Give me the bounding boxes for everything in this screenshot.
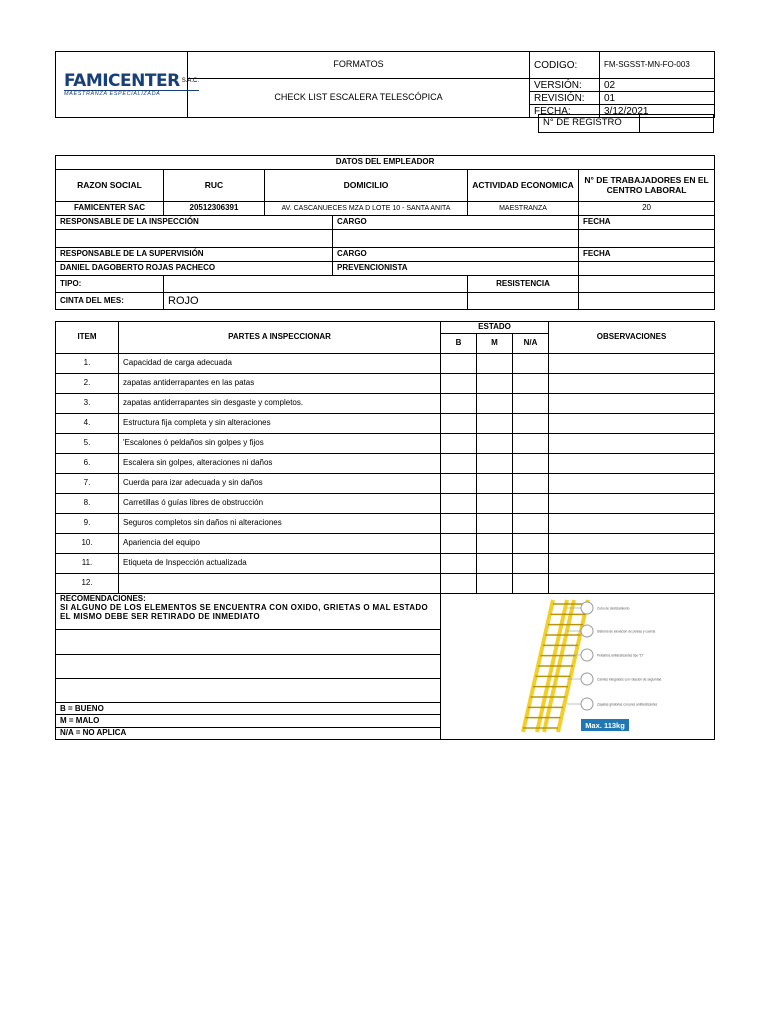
- item-number: 2.: [56, 374, 119, 394]
- estado-na-cell[interactable]: [513, 454, 549, 474]
- col-trabajadores: N° DE TRABAJADORES EN EL CENTRO LABORAL: [579, 170, 715, 202]
- estado-na-cell[interactable]: [513, 434, 549, 454]
- item-description: 'Escalones ó peldaños sin golpes y fijos: [119, 434, 441, 454]
- item-description: Apariencia del equipo: [119, 534, 441, 554]
- resp-inspeccion-field[interactable]: [56, 230, 333, 248]
- callout-label: Peldaños antideslizantes tipo "D": [597, 653, 644, 658]
- checklist-row: [56, 434, 715, 454]
- observaciones-cell[interactable]: [549, 414, 715, 434]
- cinta-extra-1[interactable]: [468, 293, 579, 310]
- employer-table: [55, 155, 715, 310]
- estado-m-cell[interactable]: [477, 554, 513, 574]
- checklist-row: [56, 394, 715, 414]
- header-table: [55, 51, 715, 118]
- logo-sac: S.A.C.: [181, 77, 200, 84]
- item-description: Seguros completos sin daños ni alteraciones: [119, 514, 441, 534]
- checklist-row: [56, 374, 715, 394]
- item-description: Carretillas ó guías libres de obstrucción: [119, 494, 441, 514]
- item-number: 6.: [56, 454, 119, 474]
- observaciones-cell[interactable]: [549, 374, 715, 394]
- ruc-value: 20512306391: [164, 202, 265, 216]
- observaciones-cell[interactable]: [549, 354, 715, 374]
- item-number: 12.: [56, 574, 119, 594]
- estado-na-cell[interactable]: [513, 374, 549, 394]
- estado-na-cell[interactable]: [513, 354, 549, 374]
- col-estado: ESTADO: [441, 322, 549, 334]
- estado-b-cell[interactable]: [441, 514, 477, 534]
- item-number: 7.: [56, 474, 119, 494]
- estado-na-cell[interactable]: [513, 394, 549, 414]
- col-item: ITEM: [56, 322, 119, 354]
- estado-m-cell[interactable]: [477, 514, 513, 534]
- legend-malo: M = MALO: [56, 715, 441, 727]
- rec-line-1[interactable]: [56, 630, 441, 654]
- item-description: Capacidad de carga adecuada: [119, 354, 441, 374]
- fecha-field-1[interactable]: [579, 230, 715, 248]
- registro-field[interactable]: [640, 115, 714, 133]
- callout-label: Cubo de deslizamiento: [597, 606, 630, 611]
- resp-supervision-label: RESPONSABLE DE LA SUPERVISIÓN: [56, 248, 333, 262]
- callout-label: Zapatas giratorias con pies antideslizantes: [597, 702, 658, 707]
- item-number: 1.: [56, 354, 119, 374]
- rec-line-2[interactable]: [56, 654, 441, 678]
- tipo-label: TIPO:: [56, 276, 164, 293]
- estado-b-cell[interactable]: [441, 354, 477, 374]
- checklist-row: [56, 354, 715, 374]
- max-load-label: Max. 113kg: [585, 721, 625, 730]
- item-description: Estructura fija completa y sin alteraciones: [119, 414, 441, 434]
- estado-na-cell[interactable]: [513, 474, 549, 494]
- fecha-label-1: FECHA: [579, 216, 715, 230]
- checklist-row: [56, 534, 715, 554]
- col-razon-social: RAZON SOCIAL: [56, 170, 164, 202]
- checklist-table: [55, 321, 715, 740]
- item-number: 5.: [56, 434, 119, 454]
- col-b: B: [441, 334, 477, 354]
- rec-text-2: EL MISMO DEBE SER RETIRADO DE INMEDIATO: [60, 611, 260, 621]
- estado-m-cell[interactable]: [477, 434, 513, 454]
- checklist-row: [56, 454, 715, 474]
- logo-cell: [56, 52, 200, 118]
- observaciones-cell[interactable]: [549, 474, 715, 494]
- estado-m-cell[interactable]: [477, 414, 513, 434]
- estado-m-cell[interactable]: [477, 534, 513, 554]
- col-actividad: ACTIVIDAD ECONOMICA: [468, 170, 579, 202]
- legend-bueno: B = BUENO: [56, 703, 441, 715]
- checklist-row: [56, 514, 715, 534]
- cargo-field-1[interactable]: [333, 230, 579, 248]
- observaciones-cell[interactable]: [549, 394, 715, 414]
- fecha-label-2: FECHA: [579, 248, 715, 262]
- estado-na-cell[interactable]: [513, 574, 549, 594]
- revision-value: 01: [600, 92, 715, 105]
- ladder-image-cell: [441, 594, 715, 740]
- tipo-field[interactable]: [164, 276, 468, 293]
- domicilio-value: AV. CASCANUECES MZA D LOTE 10 - SANTA ANITA: [265, 202, 468, 216]
- fecha-label: FECHA:: [530, 105, 600, 118]
- col-observaciones: OBSERVACIONES: [549, 322, 715, 354]
- resistencia-label: RESISTENCIA: [468, 276, 579, 293]
- version-label: VERSIÓN:: [530, 79, 600, 92]
- estado-b-cell[interactable]: [441, 414, 477, 434]
- estado-b-cell[interactable]: [441, 534, 477, 554]
- resistencia-field[interactable]: [579, 276, 715, 293]
- registro-table: [538, 114, 714, 133]
- col-ruc: RUC: [164, 170, 265, 202]
- codigo-value: FM-SGSST-MN-FO-003: [600, 52, 715, 79]
- col-na: N/A: [513, 334, 549, 354]
- item-number: 9.: [56, 514, 119, 534]
- formatos-title: FORMATOS: [188, 52, 530, 79]
- observaciones-cell[interactable]: [549, 434, 715, 454]
- callout-magnifier-icon: [581, 649, 593, 661]
- fecha-value: 3/12/2021: [600, 105, 715, 118]
- estado-m-cell[interactable]: [477, 394, 513, 414]
- logo-subtitle: MAESTRANZA ESPECIALIZADA: [64, 90, 199, 97]
- cargo-label-2: CARGO: [333, 248, 579, 262]
- item-number: 3.: [56, 394, 119, 414]
- observaciones-cell[interactable]: [549, 514, 715, 534]
- item-number: 11.: [56, 554, 119, 574]
- estado-m-cell[interactable]: [477, 454, 513, 474]
- document-title: CHECK LIST ESCALERA TELESCÓPICA: [188, 79, 530, 118]
- estado-b-cell[interactable]: [441, 474, 477, 494]
- estado-m-cell[interactable]: [477, 494, 513, 514]
- item-description: Cuerda para izar adecuada y sin daños: [119, 474, 441, 494]
- col-partes: PARTES A INSPECCIONAR: [119, 322, 441, 354]
- registro-label: N° DE REGISTRO: [539, 115, 640, 133]
- col-domicilio: DOMICILIO: [265, 170, 468, 202]
- supervisor-name: DANIEL DAGOBERTO ROJAS PACHECO: [56, 262, 333, 276]
- employer-section-title: DATOS DEL EMPLEADOR: [56, 156, 715, 170]
- callout-magnifier-icon: [581, 673, 593, 685]
- rec-line-3[interactable]: [56, 679, 441, 703]
- callout-magnifier-icon: [581, 602, 593, 614]
- actividad-value: MAESTRANZA: [468, 202, 579, 216]
- checklist-row: [56, 494, 715, 514]
- estado-m-cell[interactable]: [477, 374, 513, 394]
- checklist-row: [56, 574, 715, 594]
- estado-na-cell[interactable]: [513, 494, 549, 514]
- revision-label: REVISIÓN:: [530, 92, 600, 105]
- cinta-extra-2[interactable]: [579, 293, 715, 310]
- supervisor-cargo: PREVENCIONISTA: [333, 262, 579, 276]
- estado-b-cell[interactable]: [441, 494, 477, 514]
- ladder-illustration: [441, 594, 714, 736]
- col-m: M: [477, 334, 513, 354]
- estado-b-cell[interactable]: [441, 434, 477, 454]
- callout-label: Carriles integrados con rotación de seguridad: [597, 677, 662, 682]
- item-number: 8.: [56, 494, 119, 514]
- codigo-label: CODIGO:: [530, 52, 600, 79]
- cinta-label: CINTA DEL MES:: [56, 293, 164, 310]
- estado-b-cell[interactable]: [441, 574, 477, 594]
- estado-m-cell[interactable]: [477, 474, 513, 494]
- observaciones-cell[interactable]: [549, 494, 715, 514]
- resp-inspeccion-label: RESPONSABLE DE LA INSPECCIÓN: [56, 216, 333, 230]
- checklist-row: [56, 474, 715, 494]
- estado-b-cell[interactable]: [441, 394, 477, 414]
- item-description: zapatas antiderrapantes sin desgaste y completos.: [119, 394, 441, 414]
- trabajadores-value: 20: [579, 202, 715, 216]
- observaciones-cell[interactable]: [549, 554, 715, 574]
- item-description: Escalera sin golpes, alteraciones ni daños: [119, 454, 441, 474]
- checklist-row: [56, 554, 715, 574]
- version-value: 02: [600, 79, 715, 92]
- estado-na-cell[interactable]: [513, 554, 549, 574]
- estado-na-cell[interactable]: [513, 414, 549, 434]
- estado-b-cell[interactable]: [441, 454, 477, 474]
- item-number: 4.: [56, 414, 119, 434]
- estado-na-cell[interactable]: [513, 534, 549, 554]
- estado-b-cell[interactable]: [441, 554, 477, 574]
- fecha-field-2[interactable]: [579, 262, 715, 276]
- logo-name: FAMICENTER: [64, 70, 180, 91]
- rec-text-1: SI ALGUNO DE LOS ELEMENTOS SE ENCUENTRA CON OXIDO, GRIETAS O MAL ESTADO: [60, 602, 429, 612]
- razon-social-value: FAMICENTER SAC: [56, 202, 164, 216]
- callout-magnifier-icon: [581, 698, 593, 710]
- item-description: Etiqueta de Inspección actualizada: [119, 554, 441, 574]
- estado-na-cell[interactable]: [513, 514, 549, 534]
- company-logo: [56, 58, 200, 112]
- item-description: zapatas antiderrapantes en las patas: [119, 374, 441, 394]
- estado-m-cell[interactable]: [477, 574, 513, 594]
- legend-no-aplica: N/A = NO APLICA: [56, 727, 441, 739]
- cargo-label-1: CARGO: [333, 216, 579, 230]
- item-number: 10.: [56, 534, 119, 554]
- callout-magnifier-icon: [581, 625, 593, 637]
- checklist-row: [56, 414, 715, 434]
- cinta-value: ROJO: [164, 293, 468, 310]
- recommendations-cell: [56, 594, 441, 630]
- observaciones-cell[interactable]: [549, 454, 715, 474]
- estado-b-cell[interactable]: [441, 374, 477, 394]
- estado-m-cell[interactable]: [477, 354, 513, 374]
- observaciones-cell[interactable]: [549, 534, 715, 554]
- observaciones-cell[interactable]: [549, 574, 715, 594]
- rec-label: RECOMENDACIONES:: [60, 594, 146, 603]
- callout-label: Sistema de elevación de poleas y cuerda: [597, 629, 656, 634]
- item-description: [119, 574, 441, 594]
